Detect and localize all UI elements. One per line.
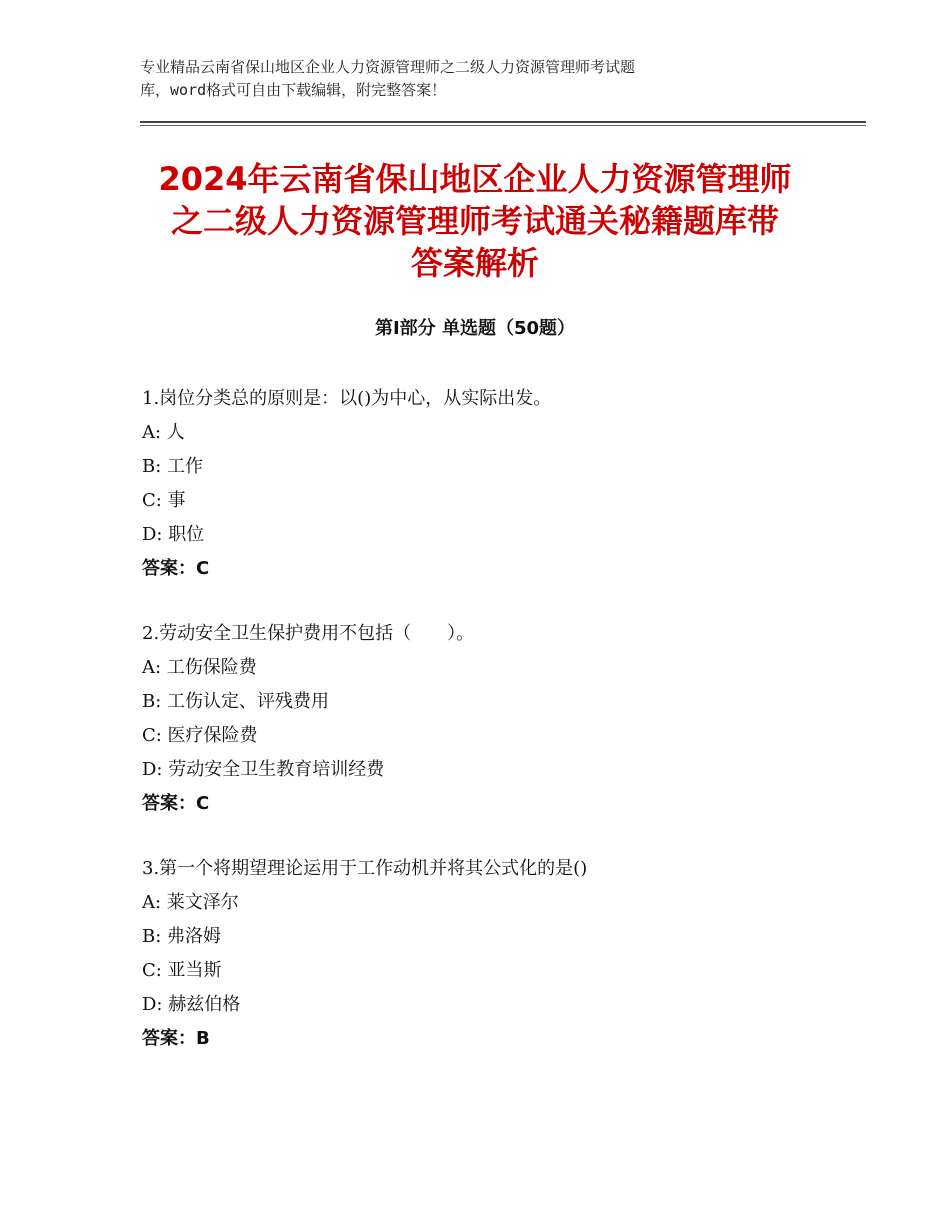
document-title-line-1: 2024年云南省保山地区企业人力资源管理师	[158, 160, 792, 198]
option-d: D: 劳动安全卫生教育培训经费	[142, 759, 385, 780]
question-1	[142, 382, 842, 586]
header-divider-thick	[140, 121, 866, 123]
header-note-line-2: 库，word格式可自由下载编辑，附完整答案！	[140, 81, 447, 99]
option-a: A: 人	[142, 422, 185, 443]
option-c: C: 事	[142, 490, 186, 511]
document-title-line-3: 答案解析	[410, 244, 539, 282]
answer-label: 答案：C	[142, 558, 210, 579]
option-a: A: 工伤保险费	[142, 657, 257, 678]
section-heading: 第Ⅰ部分 单选题（50题）	[374, 318, 575, 339]
question-3	[142, 852, 842, 1056]
question-stem: 3.第一个将期望理论运用于工作动机并将其公式化的是()	[142, 858, 588, 879]
question-2	[142, 617, 842, 821]
option-b: B: 工作	[142, 456, 204, 477]
option-d: D: 赫兹伯格	[142, 994, 241, 1015]
question-stem: 2.劳动安全卫生保护费用不包括（ ）。	[142, 623, 475, 644]
option-b: B: 弗洛姆	[142, 926, 222, 947]
header-divider-thin	[140, 125, 866, 126]
header-note	[140, 56, 800, 102]
option-c: C: 亚当斯	[142, 960, 222, 981]
option-c: C: 医疗保险费	[142, 725, 258, 746]
answer-label: 答案：C	[142, 793, 210, 814]
option-d: D: 职位	[142, 524, 205, 545]
header-note-line-1: 专业精品云南省保山地区企业人力资源管理师之二级人力资源管理师考试题	[140, 58, 636, 76]
answer-label: 答案：B	[142, 1028, 210, 1049]
question-stem: 1.岗位分类总的原则是：以()为中心，从实际出发。	[142, 388, 552, 409]
question-list	[142, 382, 842, 1087]
document-title-line-2: 之二级人力资源管理师考试通关秘籍题库带	[170, 202, 779, 240]
document-title	[120, 158, 830, 284]
option-b: B: 工伤认定、评残费用	[142, 691, 330, 712]
option-a: A: 莱文泽尔	[142, 892, 239, 913]
